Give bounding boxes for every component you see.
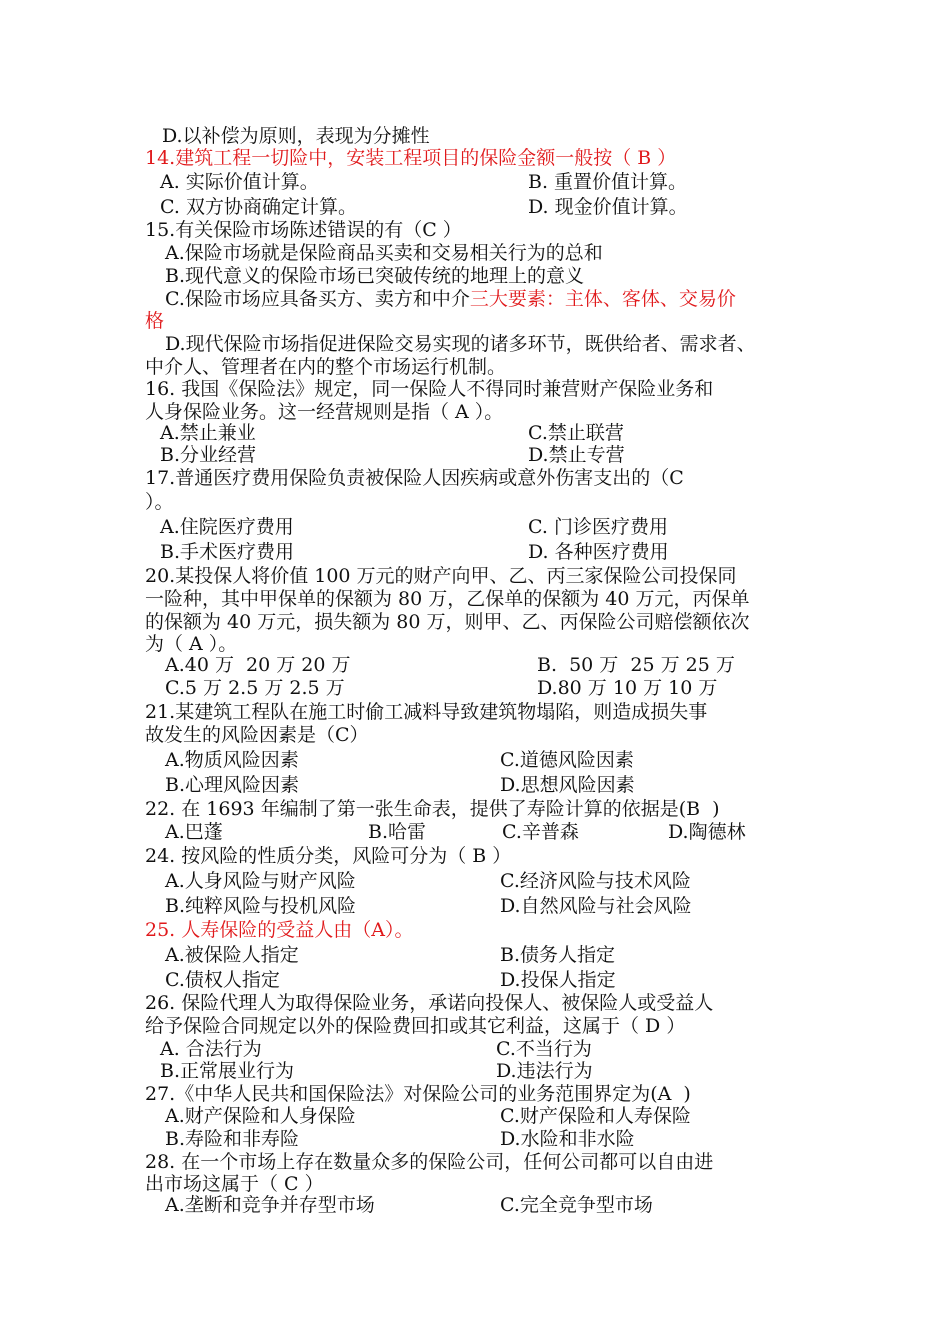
q25-option-a: A.被保险人指定	[165, 944, 299, 966]
q20-option-b: B. 50 万 25 万 25 万	[537, 654, 735, 676]
q15-annotation-cont: 格	[145, 310, 165, 332]
q14-option-c: C. 双方协商确定计算。	[160, 196, 357, 218]
q20-stem-line3: 的保额为 40 万元，损失额为 80 万，则甲、乙、丙保险公司赔偿额依次	[145, 611, 750, 633]
q20-stem-line2: 一险种，其中甲保单的保额为 80 万，乙保单的保额为 40 万元，丙保单	[145, 588, 750, 610]
q20-option-c: C.5 万 2.5 万 2.5 万	[165, 677, 345, 699]
q17-option-b: B.手术医疗费用	[160, 541, 295, 563]
q25-option-b: B.债务人指定	[500, 944, 616, 966]
q21-stem-line2: 故发生的风险因素是（C）	[145, 724, 369, 746]
q15-stem: 15.有关保险市场陈述错误的有（C ）	[145, 219, 462, 241]
q26-option-c: C.不当行为	[496, 1038, 592, 1060]
q16-option-d: D.禁止专营	[528, 444, 625, 466]
q22-option-c: C.辛普森	[502, 821, 579, 843]
q28-stem-line1: 28. 在一个市场上存在数量众多的保险公司，任何公司都可以自由进	[145, 1151, 714, 1173]
q16-option-b: B.分业经营	[160, 444, 257, 466]
q25-option-c: C.债权人指定	[165, 969, 280, 991]
q26-option-d: D.违法行为	[496, 1060, 593, 1082]
q15-option-c-text: C.保险市场应具备买方、卖方和中介	[165, 288, 470, 310]
q27-stem: 27.《中华人民共和国保险法》对保险公司的业务范围界定为(A )	[145, 1083, 691, 1105]
q22-option-a: A.巴蓬	[165, 821, 223, 843]
q25-stem: 25. 人寿保险的受益人由（A）。	[145, 919, 414, 941]
q24-option-a: A.人身风险与财产风险	[165, 870, 356, 892]
q26-stem-line2: 给予保险合同规定以外的保险费回扣或其它利益，这属于（ D ）	[145, 1015, 686, 1037]
q17-option-a: A.住院医疗费用	[160, 516, 294, 538]
q20-option-a: A.40 万 20 万 20 万	[165, 654, 351, 676]
q15-option-a: A.保险市场就是保险商品买卖和交易相关行为的总和	[165, 242, 603, 264]
q27-option-c: C.财产保险和人寿保险	[500, 1105, 691, 1127]
q24-option-d: D.自然风险与社会风险	[500, 895, 692, 917]
q21-stem-line1: 21.某建筑工程队在施工时偷工减料导致建筑物塌陷，则造成损失事	[145, 701, 708, 723]
q15-option-c	[165, 287, 736, 311]
q27-option-a: A.财产保险和人身保险	[165, 1105, 356, 1127]
q17-option-c: C. 门诊医疗费用	[528, 516, 668, 538]
q22-stem: 22. 在 1693 年编制了第一张生命表，提供了寿险计算的依据是(B )	[145, 798, 720, 820]
q14-stem: 14.建筑工程一切险中，安装工程项目的保险金额一般按（ B ）	[145, 147, 677, 169]
q14-option-b: B. 重置价值计算。	[528, 171, 688, 193]
q22-option-d: D.陶德林	[668, 821, 746, 843]
q26-option-b: B.正常展业行为	[160, 1060, 295, 1082]
q21-option-d: D.思想风险因素	[500, 774, 635, 796]
q14-option-d: D. 现金价值计算。	[528, 196, 688, 218]
q15-annotation: 三大要素：主体、客体、交易价	[469, 288, 736, 310]
q24-option-b: B.纯粹风险与投机风险	[165, 895, 357, 917]
q20-option-d: D.80 万 10 万 10 万	[537, 677, 718, 699]
q15-option-d-line1: D.现代保险市场指促进保险交易实现的诸多环节，既供给者、需求者、	[165, 333, 756, 355]
q27-option-b: B.寿险和非寿险	[165, 1128, 300, 1150]
q17-stem-line1: 17.普通医疗费用保险负责被保险人因疾病或意外伤害支出的（C	[145, 467, 684, 489]
q21-option-c: C.道德风险因素	[500, 749, 634, 771]
q21-option-b: B.心理风险因素	[165, 774, 300, 796]
q25-option-d: D.投保人指定	[500, 969, 616, 991]
q27-option-d: D.水险和非水险	[500, 1128, 635, 1150]
q24-option-c: C.经济风险与技术风险	[500, 870, 691, 892]
q22-option-b: B.哈雷	[368, 821, 427, 843]
q20-stem-line4: 为（ A ）。	[145, 633, 238, 655]
q21-option-a: A.物质风险因素	[165, 749, 299, 771]
q16-option-c: C.禁止联营	[528, 422, 624, 444]
q28-option-c: C.完全竞争型市场	[500, 1194, 653, 1216]
q20-stem-line1: 20.某投保人将价值 100 万元的财产向甲、乙、丙三家保险公司投保同	[145, 565, 737, 587]
q24-stem: 24. 按风险的性质分类，风险可分为（ B ）	[145, 845, 512, 867]
q16-stem-line2: 人身保险业务。这一经营规则是指（ A ）。	[145, 401, 504, 423]
q15-option-b: B.现代意义的保险市场已突破传统的地理上的意义	[165, 265, 585, 287]
q13-option-d: D.以补偿为原则，表现为分摊性	[162, 125, 430, 147]
q28-option-a: A.垄断和竞争并存型市场	[165, 1194, 375, 1216]
q17-stem-line2: ）。	[145, 491, 174, 513]
q16-option-a: A.禁止兼业	[160, 422, 256, 444]
q26-stem-line1: 26. 保险代理人为取得保险业务，承诺向投保人、被保险人或受益人	[145, 992, 714, 1014]
q28-stem-line2: 出市场这属于（ C ）	[145, 1173, 324, 1195]
q26-option-a: A. 合法行为	[160, 1038, 262, 1060]
q15-option-d-line2: 中介人、管理者在内的整个市场运行机制。	[145, 356, 507, 378]
q16-stem-line1: 16. 我国《保险法》规定，同一保险人不得同时兼营财产保险业务和	[145, 378, 714, 400]
q17-option-d: D. 各种医疗费用	[528, 541, 669, 563]
q14-option-a: A. 实际价值计算。	[160, 171, 319, 193]
